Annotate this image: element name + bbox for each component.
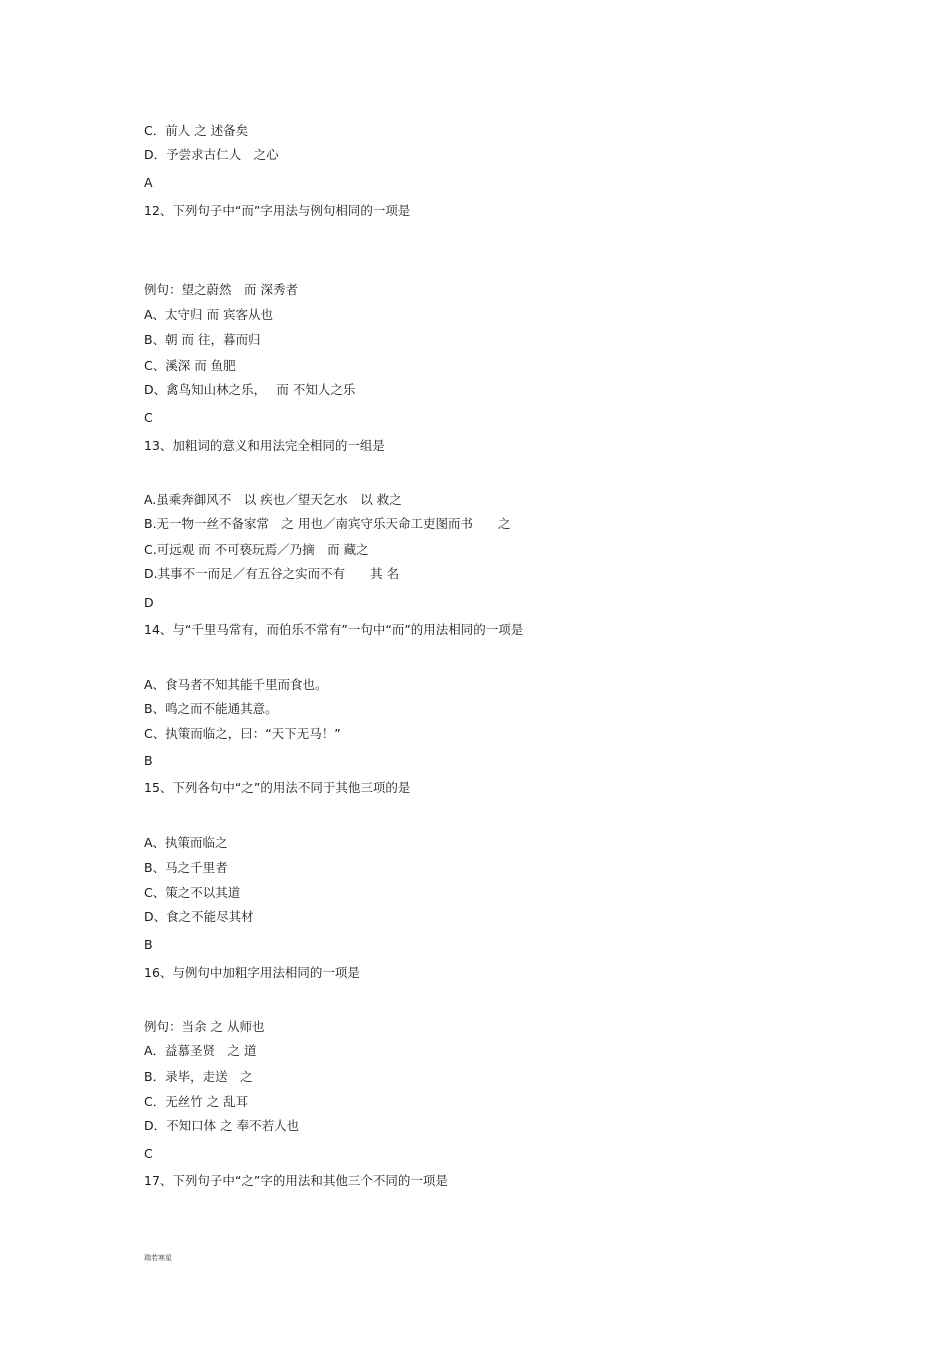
option-a: A、执策而临之 (144, 835, 228, 850)
option-b: B.无一物一丝不备家常 之 用也／南宾守乐天命工吏图而书 之 (144, 516, 511, 531)
question-13: 13、加粗词的意义和用法完全相同的一组是 (144, 438, 385, 453)
option-d: D、禽鸟知山林之乐， 而 不知人之乐 (144, 382, 356, 397)
question-14: 14、与“千里马常有，而伯乐不常有”一句中“而”的用法相同的一项是 (144, 622, 524, 637)
option-c: C、执策而临之，曰：“天下无马！” (144, 726, 341, 741)
answer: D (144, 595, 154, 610)
answer: A (144, 175, 153, 190)
option-c: C、溪深 而 鱼肥 (144, 358, 236, 373)
question-15: 15、下列各句中“之”的用法不同于其他三项的是 (144, 780, 411, 795)
option-a: A、食马者不知其能千里而食也。 (144, 677, 328, 692)
answer: C (144, 1146, 153, 1161)
option-d: D．予尝求古仁人 之心 (144, 147, 279, 162)
option-d: D．不知口体 之 奉不若人也 (144, 1118, 300, 1133)
example-sentence: 例句：当余 之 从师也 (144, 1019, 265, 1034)
option-b: B．录毕，走送 之 (144, 1069, 253, 1084)
option-a: A．益慕圣贤 之 道 (144, 1043, 257, 1058)
option-c: C．前人 之 述备矣 (144, 123, 249, 138)
answer: B (144, 937, 153, 952)
option-c: C、策之不以其道 (144, 885, 241, 900)
option-c: C．无丝竹 之 乱耳 (144, 1094, 249, 1109)
option-d: D、食之不能尽其材 (144, 909, 254, 924)
option-b: B、朝 而 往，暮而归 (144, 332, 261, 347)
option-c: C.可远观 而 不可亵玩焉／乃摘 而 藏之 (144, 542, 369, 557)
page-footer: 瑞若寒星 (144, 1254, 172, 1262)
answer: B (144, 753, 153, 768)
answer: C (144, 410, 153, 425)
option-d: D.其事不一而足／有五谷之实而不有 其 名 (144, 566, 400, 581)
question-16: 16、与例句中加粗字用法相同的一项是 (144, 965, 360, 980)
option-a: A、太守归 而 宾客从也 (144, 307, 273, 322)
option-b: B、鸣之而不能通其意。 (144, 701, 278, 716)
question-17: 17、下列句子中“之”字的用法和其他三个不同的一项是 (144, 1173, 448, 1188)
question-12: 12、下列句子中“而”字用法与例句相同的一项是 (144, 203, 411, 218)
option-b: B、马之千里者 (144, 860, 228, 875)
option-a: A.虽乘奔御风不 以 疾也／望天乞水 以 救之 (144, 492, 402, 507)
example-sentence: 例句：望之蔚然 而 深秀者 (144, 282, 298, 297)
